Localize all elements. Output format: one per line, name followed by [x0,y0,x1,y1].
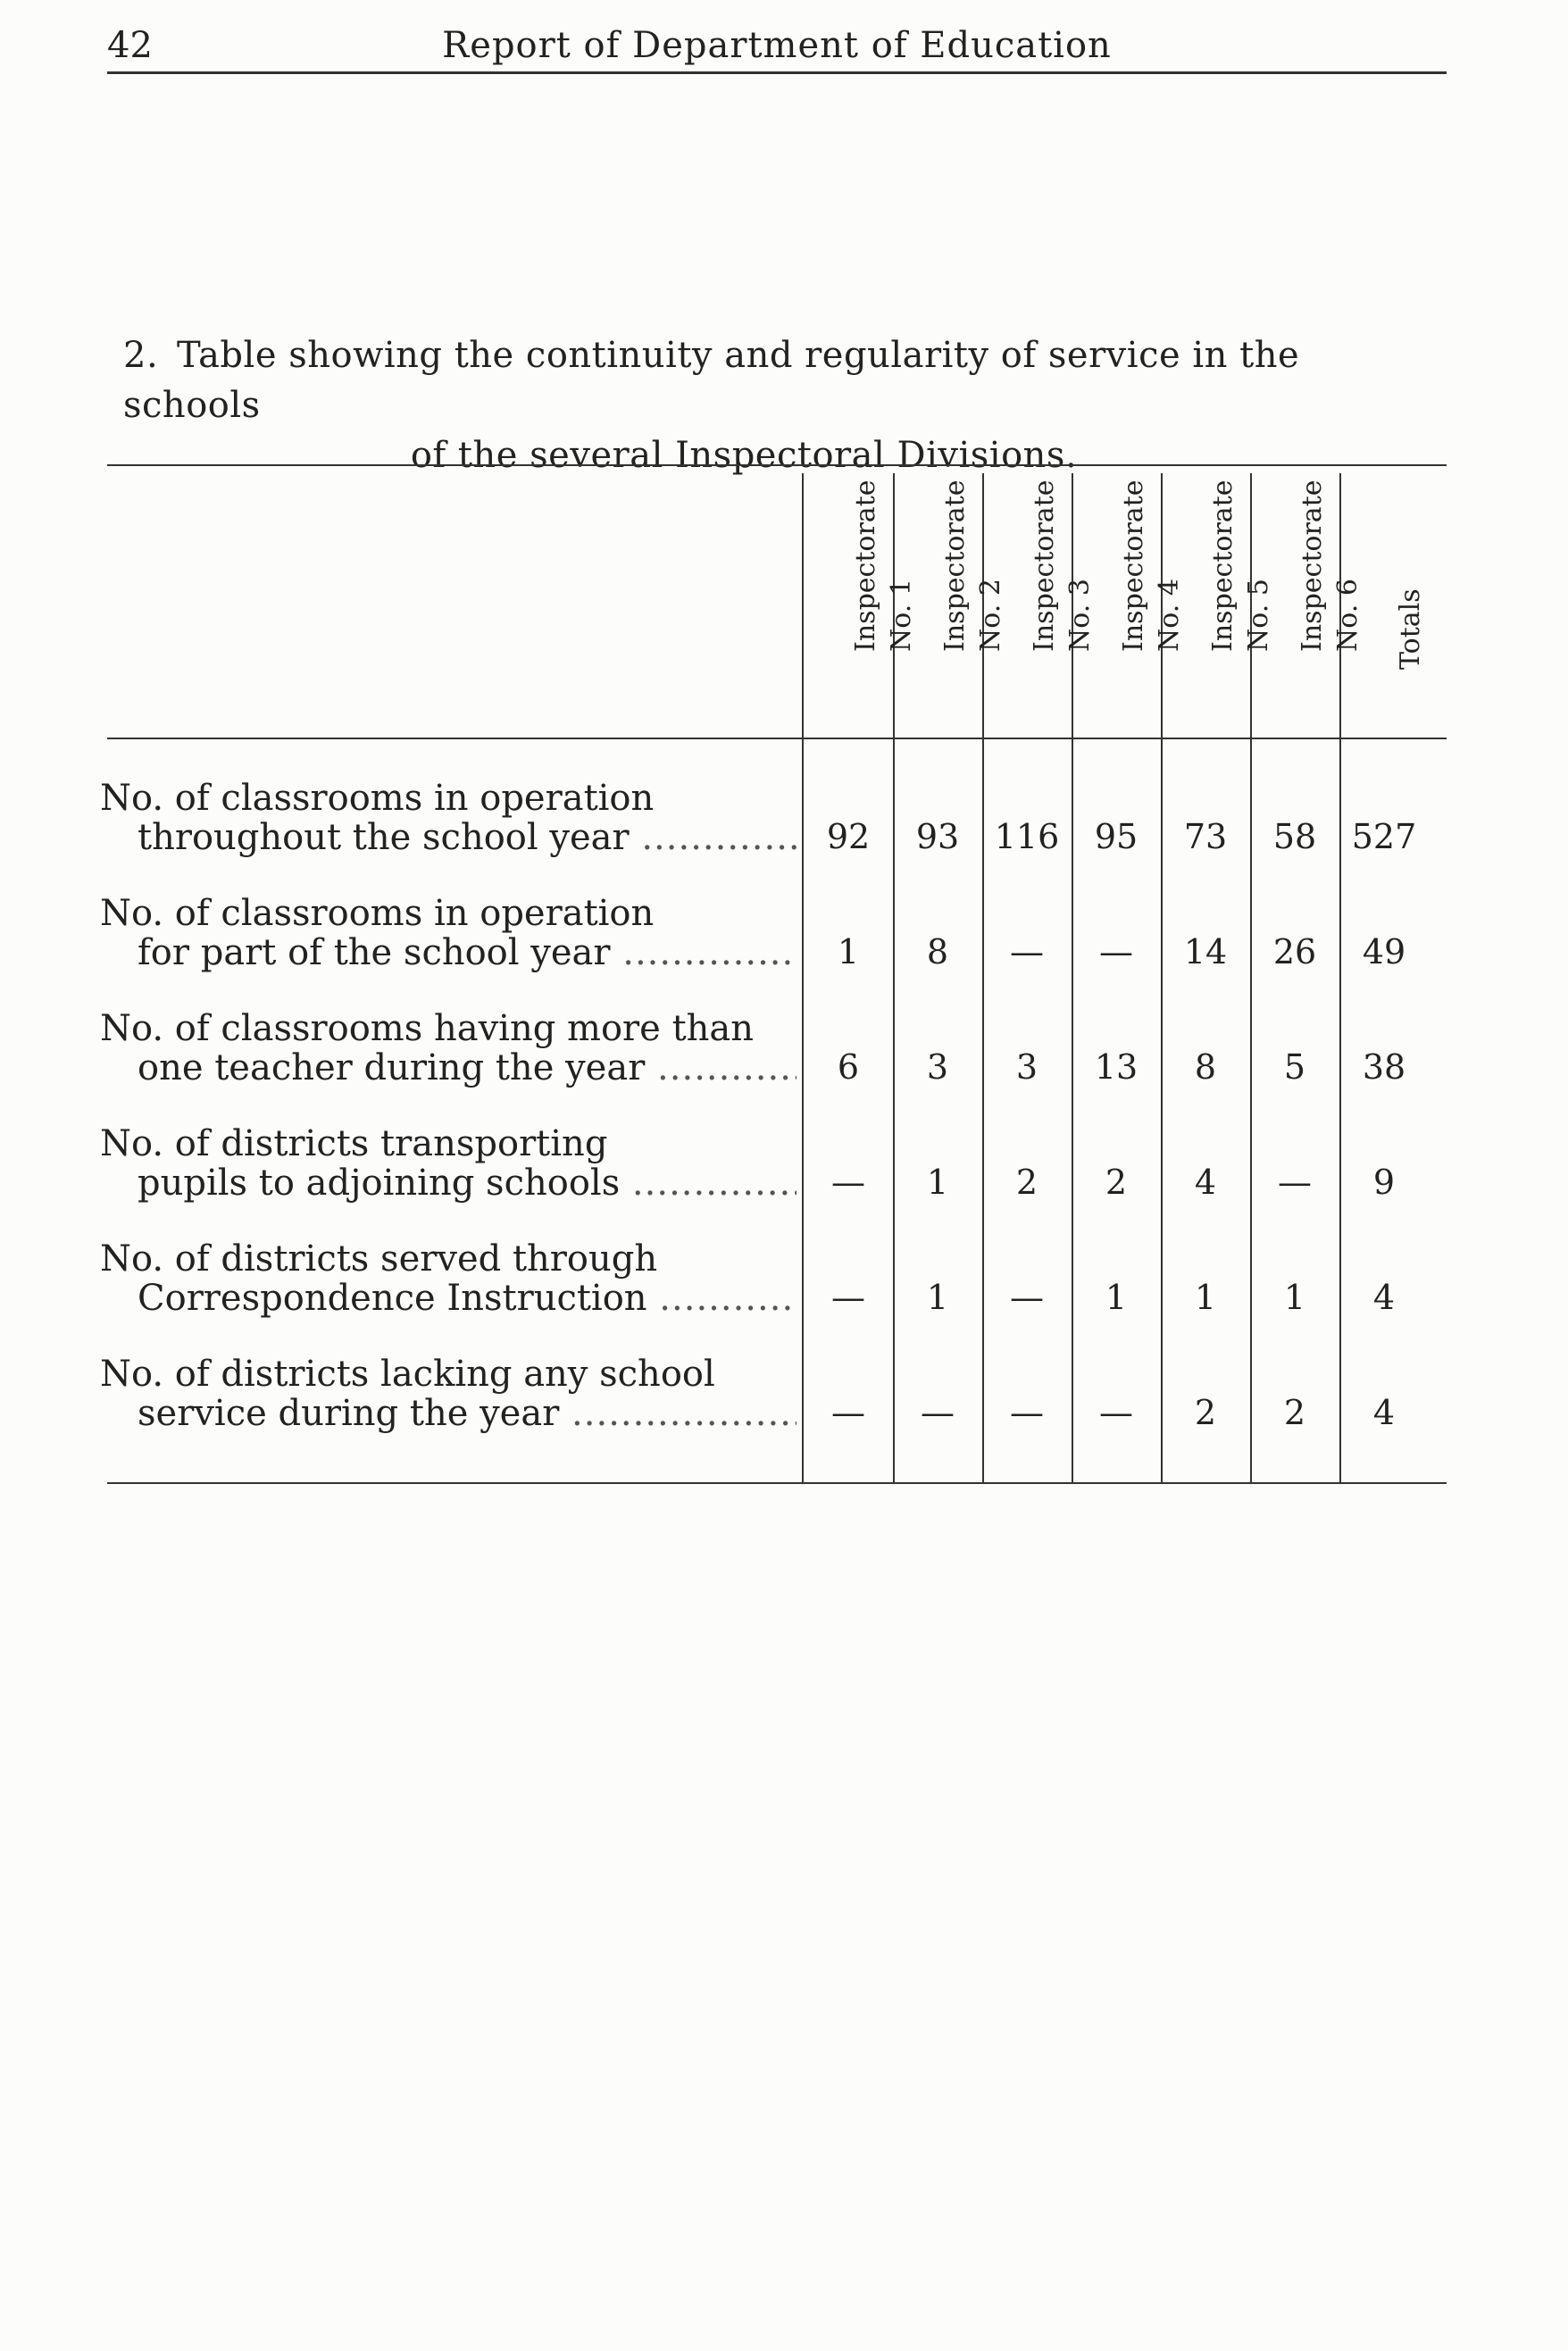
table-cell: — [1099,1393,1133,1432]
table-cell: 1 [1105,1278,1128,1317]
table-cell: 1 [1194,1278,1217,1317]
row-label-multi-teacher: No. of classrooms having more than one teacher during the year ..... [100,1009,797,1088]
table-cell: 2 [1105,1163,1128,1202]
table-cell: — [921,1393,955,1432]
table-cell: — [831,1393,865,1432]
column-header-inspectorate-4 [1072,479,1185,723]
column-header-line: No. 2 [975,579,1006,652]
table-cell: 92 [826,817,871,856]
column-header-line: No. 4 [1154,579,1185,652]
row-label-classrooms-full-year: No. of classrooms in operation throughout the school year ..... [100,779,797,857]
table-cell: 2 [1283,1393,1306,1432]
table-header-rule [107,738,1447,739]
column-header-line: Inspectorate [1297,479,1328,652]
row-label-correspondence: No. of districts served through Correspondence Instruction ..... [100,1239,797,1318]
table-cell: — [1278,1163,1312,1202]
column-header-line: Inspectorate [1118,479,1149,652]
column-header-line: Inspectorate [850,479,881,652]
row-label-classrooms-part-year: No. of classrooms in operation for part of the school year ..... [100,894,797,972]
table-cell: 1 [1283,1278,1306,1317]
table-cell: 73 [1183,817,1228,856]
caption-number: 2. [123,335,159,376]
table-cell: 8 [926,932,949,971]
table-cell: 8 [1194,1047,1217,1087]
table-cell: 2 [1194,1393,1217,1432]
column-header-line: No. 1 [886,579,917,652]
table-cell-total: 9 [1372,1163,1396,1202]
table-cell: — [1010,1278,1044,1317]
column-header-line: No. 6 [1332,579,1364,652]
column-header-line: Inspectorate [1207,479,1239,652]
table-cell: 1 [837,932,860,971]
table-cell: 4 [1194,1163,1217,1202]
running-head: Report of Department of Education [442,25,1112,66]
column-header-totals [1339,489,1429,723]
page-header [107,21,1447,75]
column-header-line: No. 3 [1064,579,1096,652]
table-top-rule [107,464,1447,466]
column-header-inspectorate-2 [893,479,1006,723]
column-header-inspectorate-3 [982,479,1096,723]
table-cell-total: 49 [1362,932,1406,971]
column-header-line: Inspectorate [939,479,971,652]
table-cell: 1 [926,1163,949,1202]
column-header-inspectorate-6 [1250,479,1364,723]
table-cell-total: 38 [1362,1047,1406,1087]
column-header-line: No. 5 [1243,579,1274,652]
table-cell: 58 [1272,817,1317,856]
column-header-inspectorate-5 [1161,479,1274,723]
table-cell: 3 [1015,1047,1038,1087]
row-label-transporting: No. of districts transporting pupils to adjoining schools ..... [100,1124,797,1203]
table-cell-total: 4 [1372,1393,1396,1432]
column-header-line: Totals [1395,588,1426,670]
table-cell: — [831,1163,865,1202]
table-cell: 5 [1283,1047,1306,1087]
table-cell-total: 527 [1351,817,1417,856]
page-number: 42 [107,25,153,66]
table-cell: 13 [1094,1047,1138,1087]
table-cell-total: 4 [1372,1278,1396,1317]
table-cell: 1 [926,1278,949,1317]
table-cell: 116 [994,817,1060,856]
table-cell: — [1099,932,1133,971]
caption-line-1: Table showing the continuity and regularity of service in the schools [123,335,1300,426]
row-label-no-service: No. of districts lacking any school service during the year ..... [100,1355,797,1433]
table-cell: 95 [1094,817,1138,856]
table-caption [123,330,1445,480]
column-header-line: Inspectorate [1029,479,1060,652]
table-cell: 3 [926,1047,949,1087]
table-cell: 26 [1272,932,1317,971]
table-cell: — [831,1278,865,1317]
table-bottom-rule [107,1482,1447,1484]
table-cell: 14 [1183,932,1228,971]
table-cell: 6 [837,1047,860,1087]
table-cell: — [1010,1393,1044,1432]
caption-line-2: of the several Inspectoral Divisions. [410,435,1078,476]
header-rule [107,71,1447,74]
table-cell: — [1010,932,1044,971]
table-cell: 2 [1015,1163,1038,1202]
table-cell: 93 [915,817,960,856]
column-header-inspectorate-1 [804,479,917,723]
